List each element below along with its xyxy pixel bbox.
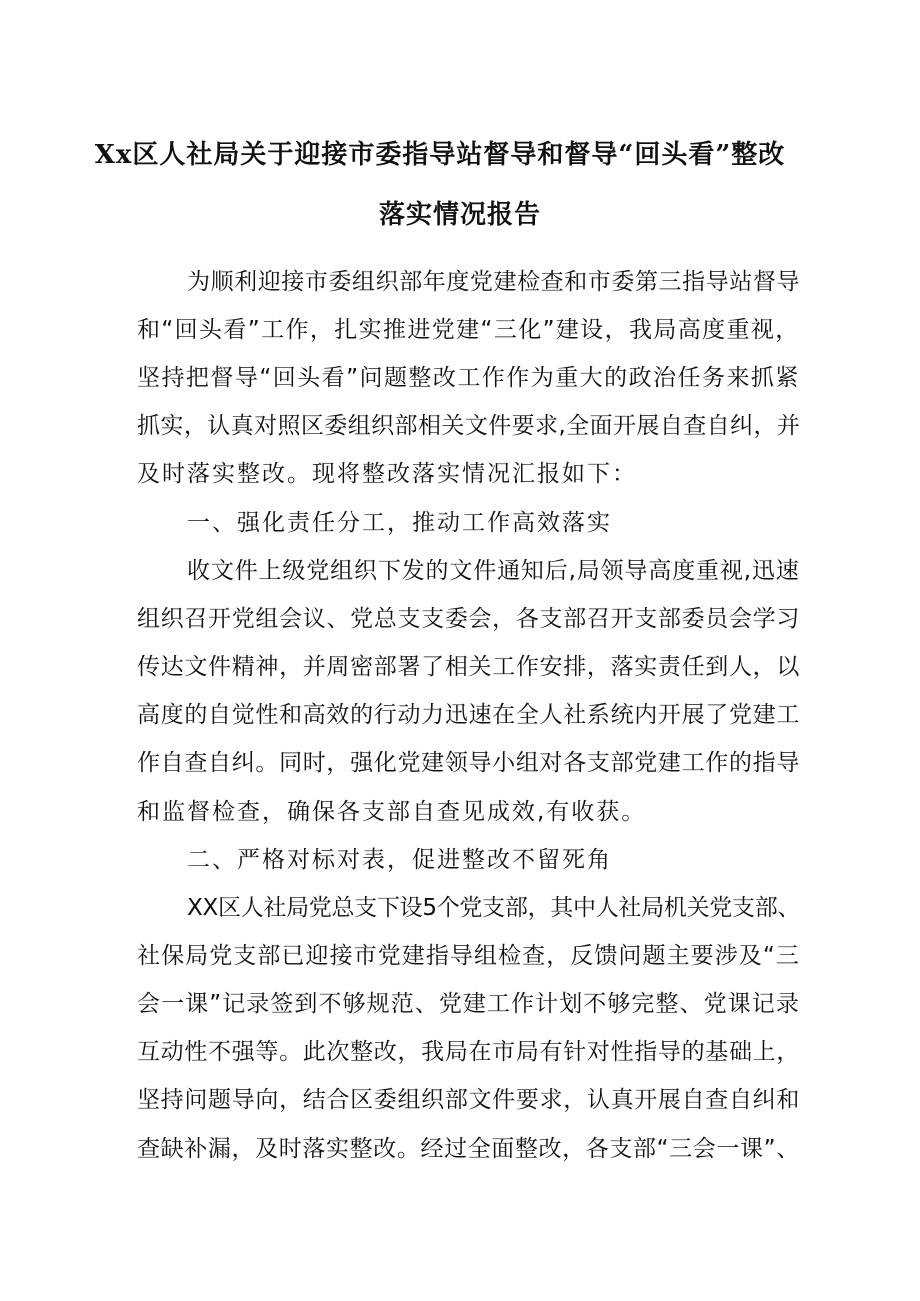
paragraph-section1-line-4: 高度的自觉性和高效的行动力迅速在全人社系统内开展了党建工 (137, 702, 800, 728)
document-title-line-1: Xx区人社局关于迎接市委指导站督导和督导“回头看”整改 (94, 140, 786, 170)
document-title-line-2: 落实情况报告 (378, 200, 541, 230)
paragraph-section1-line-6: 和监督检查，确保各支部自查见成效,有收获。 (137, 799, 647, 825)
paragraph-intro-line-5: 及时落实整改。现将整改落实情况汇报如下： (137, 461, 637, 487)
paragraph-section1-line-5: 作自查自纠。同时，强化党建领导小组对各支部党建工作的指导 (137, 750, 800, 776)
paragraph-intro-line-4: 抓实，认真对照区委组织部相关文件要求,全面开展自查自纠，并 (137, 413, 801, 439)
paragraph-intro-line-3: 坚持把督导“回头看”问题整改工作作为重大的政治任务来抓紧 (137, 365, 800, 391)
paragraph-section2-line-3: 会一课”记录签到不够规范、党建工作计划不够完整、党课记录 (137, 991, 800, 1017)
section-heading-2: 二、严格对标对表，促进整改不留死角 (187, 847, 612, 873)
paragraph-section2-line-6: 查缺补漏，及时落实整改。经过全面整改，各支部“三会一课”、 (137, 1136, 800, 1162)
paragraph-section2-line-2: 社保局党支部已迎接市党建指导组检查，反馈问题主要涉及“三 (137, 943, 800, 969)
paragraph-intro-line-2: 和“回头看”工作，扎实推进党建“三化”建设，我局高度重视， (137, 317, 800, 343)
section-heading-1: 一、强化责任分工，推动工作高效落实 (187, 510, 612, 536)
paragraph-section1-line-1: 收文件上级党组织下发的文件通知后,局领导高度重视,迅速 (187, 558, 800, 584)
paragraph-section2-line-1: XX区人社局党总支下设5个党支部，其中人社局机关党支部、 (187, 895, 801, 921)
paragraph-section1-line-2: 组织召开党组会议、党总支支委会，各支部召开支部委员会学习 (137, 606, 800, 632)
paragraph-section1-line-3: 传达文件精神，并周密部署了相关工作安排，落实责任到人，以 (137, 654, 800, 680)
paragraph-intro-line-1: 为顺利迎接市委组织部年度党建检查和市委第三指导站督导 (187, 269, 800, 295)
paragraph-section2-line-5: 坚持问题导向，结合区委组织部文件要求，认真开展自查自纠和 (137, 1087, 800, 1113)
paragraph-section2-line-4: 互动性不强等。此次整改，我局在市局有针对性指导的基础上， (137, 1039, 800, 1065)
